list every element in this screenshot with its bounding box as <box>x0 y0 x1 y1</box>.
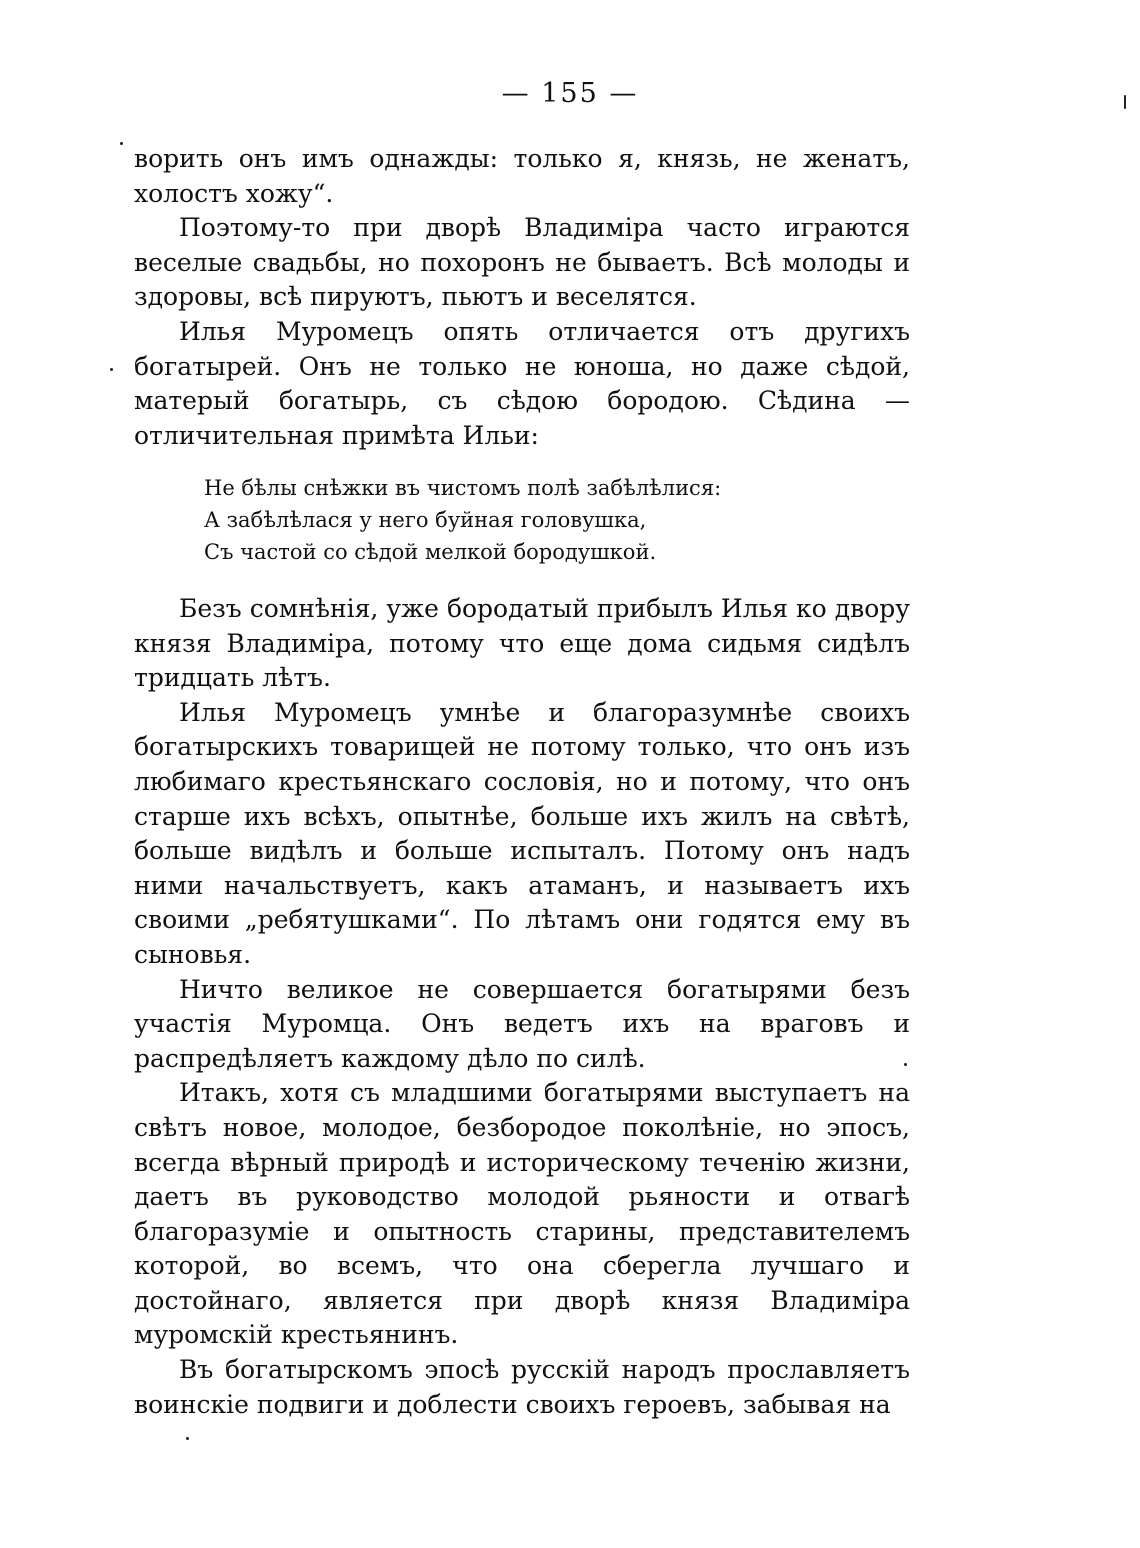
paragraph: Поэтому-то при дворѣ Владиміра часто играются веселые свадьбы, но похоронъ не бываетъ. Всѣ молоды и здоровы, всѣ пируютъ, пьютъ и веселятся. <box>134 213 910 312</box>
paragraph: ворить онъ имъ однажды: только я, князь, не женатъ, холостъ хожу“. <box>134 144 910 208</box>
verse-quote <box>204 472 824 568</box>
verse-line: Съ частой со сѣдой мелкой бородушкой. <box>204 540 657 564</box>
scan-speck <box>120 142 123 145</box>
text-block-bottom <box>134 592 910 1422</box>
paragraph: Въ богатырскомъ эпосѣ русскій народъ прославляетъ воинскіе подвиги и доблести своихъ героевъ, забывая на <box>134 1355 910 1419</box>
paragraph: Безъ сомнѣнія, уже бородатый прибылъ Илья ко двору князя Владиміра, потому что еще дома сидьмя сидѣлъ тридцать лѣтъ. <box>134 594 910 693</box>
paragraph: Ничто великое не совершается богатырями безъ участія Муромца. Онъ ведетъ ихъ на враговъ и распредѣляетъ каждому дѣло по силѣ. <box>134 974 910 1073</box>
paragraph: Итакъ, хотя съ младшими богатырями выступаетъ на свѣтъ новое, молодое, безбородое поколѣніе, но эпосъ, всегда вѣрный природѣ и историческому теченію жизни, даетъ въ руководство молодой рьяности и отвагѣ благоразуміе и опытность старины, представителемъ которой, во всемъ, что она сберегла лучшаго и достойнаго, является при дворѣ князя Владиміра муромскій крестьянинъ. <box>134 1078 910 1350</box>
page-number: — 155 — <box>501 78 639 109</box>
scan-speck <box>186 1437 189 1440</box>
scan-speck <box>110 368 113 371</box>
verse-line: А забѣлѣлася у него буйная головушка, <box>204 508 647 532</box>
scan-speck <box>1124 95 1126 109</box>
verse-line: Не бѣлы снѣжки въ чистомъ полѣ забѣлѣлися: <box>204 476 722 500</box>
paragraph: Илья Муромецъ умнѣе и благоразумнѣе своихъ богатырскихъ товарищей не потому только, что онъ изъ любимаго крестьянскаго сословія, но и потому, что онъ старше ихъ всѣхъ, опытнѣе, больше ихъ жилъ на свѣтѣ, больше видѣлъ и больше испыталъ. Потому онъ надъ ними начальствуетъ, какъ атаманъ, и называетъ ихъ своими „ребятушками“. По лѣтамъ они годятся ему въ сыновья. <box>134 697 910 969</box>
scan-speck <box>904 1063 907 1066</box>
paragraph: Илья Муромецъ опять отличается отъ другихъ богатырей. Онъ не только не юноша, но даже сѣдой, матерый богатырь, съ сѣдою бородою. Сѣдина — отличительная примѣта Ильи: <box>134 316 910 450</box>
text-block-top <box>134 142 910 453</box>
